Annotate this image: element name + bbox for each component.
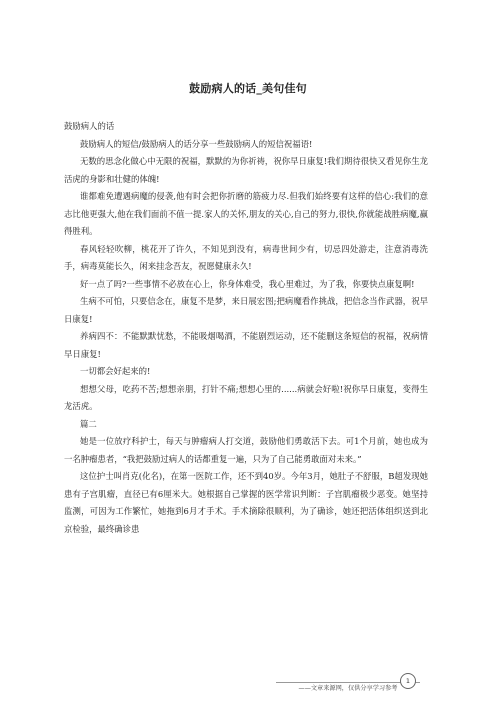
paragraph: 谁都难免遭遇病魔的侵袭,他有时会把你折磨的筋疲力尽.但我们始终要有这样的信心:我们的意志比他更强大,他在我们面前不值一提.家人的关怀,朋友的关心,自己的努力,很快,你就能战胜病魔,赢得胜利。	[64, 191, 428, 236]
paragraph: 想想父母，吃药不苦;想想亲朋，打针不痛;想想心里的......病就会好啦!祝你早日康复，变得生龙活虎。	[64, 383, 428, 411]
document-title: 鼓励病人的话_美句佳句	[189, 82, 307, 95]
paragraph: 她是一位放疗科护士，每天与肿瘤病人打交道，鼓励他们勇敢活下去。可1个月前，她也成为一名肿瘤患者，“我把鼓励过病人的话都重复一遍，只为了自己能勇敢面对未来。”	[64, 436, 428, 464]
paragraph: 生病不可怕，只要信念在，康复不是梦，来日展宏图;把病魔看作挑战，把信念当作武器，祝早日康复!	[64, 296, 428, 324]
paragraph: 鼓励病人的短信/鼓励病人的话分享一些鼓励病人的短信祝福语!	[80, 138, 313, 149]
page-number-badge: 1	[400, 673, 416, 689]
paragraph: 春风轻轻吹柳，桃花开了许久，不知见到没有，病毒世间少有，切忌四处游走，注意消毒洗手，病毒莫能长久，闲来挂念吾友，祝愿健康永久!	[64, 243, 428, 271]
paragraph: 无数的思念化做心中无限的祝福，默默的为你祈祷，祝你早日康复!我们期待很快又看见你生龙活虎的身影和壮健的体魄!	[64, 156, 428, 184]
paragraph: 一切都会好起来的!	[80, 366, 151, 376]
paragraph: 好一点了吗?一些事情不必放在心上，你身体难受，我心里难过，为了我，你要快点康复啊!	[80, 278, 415, 289]
paragraph-heading: 鼓励病人的话	[64, 121, 115, 131]
paragraph: 这位护士叫肖克(化名)，在第一医院工作，还不到40岁。今年3月，她肚子不舒服，B超发现她患有子宫肌瘤，直径已有6厘米大。她根据自己掌握的医学常识判断：子宫肌瘤极少恶变。她坚持监测，可因为工作繁忙，她拖到6月才手术。手术摘除很顺利，为了确诊，她还把活体组织送到北京检验，最终确诊患	[64, 471, 428, 534]
section-label: 篇二	[80, 418, 97, 429]
paragraph: 养病四不：不能默默忧愁，不能吸烟喝酒，不能剧烈运动，还不能删这条短信的祝福，祝病情早日康复!	[64, 331, 428, 359]
document-body	[64, 118, 428, 538]
footer-source-note: ——文章来源网，仅供分享学习参考	[298, 685, 398, 692]
page-footer	[0, 673, 496, 693]
